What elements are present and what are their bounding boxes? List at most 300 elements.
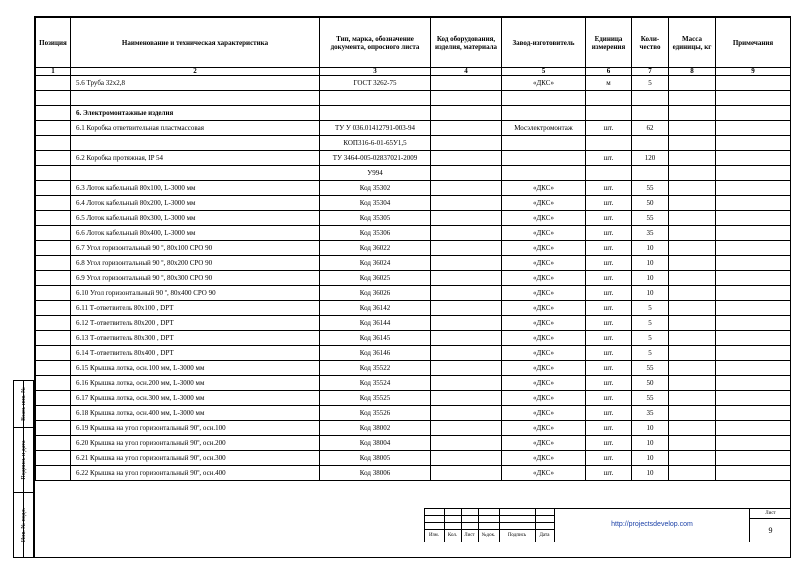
cell-type: Код 36022 [320, 241, 431, 256]
project-url-link[interactable]: http://projectsdevelop.com [554, 508, 749, 542]
cell-pos [36, 136, 71, 151]
cell-type: Код 35526 [320, 406, 431, 421]
cell-name: 6.10 Угол горизонтальный 90 º, 80х400 CPO 90 [71, 286, 320, 301]
cell-qty: 10 [632, 256, 669, 271]
cell-maker: «ДКС» [502, 346, 586, 361]
table-row [36, 361, 791, 376]
cell-maker: «ДКС» [502, 301, 586, 316]
cell-mass [669, 91, 716, 106]
cell-type: ТУ 3464-005-02837021-2009 [320, 151, 431, 166]
cell-qty: 120 [632, 151, 669, 166]
column-number: 4 [431, 68, 502, 76]
cell-mass [669, 331, 716, 346]
cell-name: 6.14 Т-ответвитель 80х400 , DPT [71, 346, 320, 361]
cell-note [716, 286, 791, 301]
cell-mass [669, 166, 716, 181]
cell-qty: 5 [632, 76, 669, 91]
cell-note [716, 211, 791, 226]
label-izm: Изм. [429, 533, 439, 538]
cell-mass [669, 211, 716, 226]
cell-maker: «ДКС» [502, 241, 586, 256]
table-row [36, 166, 791, 181]
cell-unit: шт. [586, 376, 632, 391]
cell-note [716, 241, 791, 256]
table-row [36, 196, 791, 211]
table-row [36, 76, 791, 91]
cell-code [431, 286, 502, 301]
cell-code [431, 271, 502, 286]
cell-pos [36, 106, 71, 121]
cell-code [431, 451, 502, 466]
table-row [36, 121, 791, 136]
cell-maker [502, 151, 586, 166]
cell-maker: «ДКС» [502, 181, 586, 196]
cell-type: Код 36142 [320, 301, 431, 316]
table-row [36, 391, 791, 406]
cell-code [431, 421, 502, 436]
cell-pos [36, 121, 71, 136]
cell-mass [669, 301, 716, 316]
cell-type: Код 36146 [320, 346, 431, 361]
cell-maker: «ДКС» [502, 256, 586, 271]
cell-note [716, 226, 791, 241]
cell-code [431, 226, 502, 241]
cell-type: ГОСТ 3262-75 [320, 76, 431, 91]
cell-maker: «ДКС» [502, 211, 586, 226]
cell-qty [632, 106, 669, 121]
cell-unit: шт. [586, 346, 632, 361]
column-header: Наименование и техническая характеристика [71, 18, 320, 68]
cell-code [431, 376, 502, 391]
cell-mass [669, 196, 716, 211]
cell-name: 6.12 Т-ответвитель 80х200 , DPT [71, 316, 320, 331]
cell-qty: 55 [632, 211, 669, 226]
cell-note [716, 406, 791, 421]
revision-labels [424, 529, 554, 542]
sheet-number: 9 [768, 526, 773, 535]
cell-note [716, 256, 791, 271]
column-number: 3 [320, 68, 431, 76]
label-list: Лист [464, 533, 475, 538]
cell-unit: шт. [586, 256, 632, 271]
cell-maker: «ДКС» [502, 286, 586, 301]
cell-note [716, 136, 791, 151]
cell-mass [669, 421, 716, 436]
cell-name: 6.6 Лоток кабельный 80х400, L-3000 мм [71, 226, 320, 241]
cell-qty: 10 [632, 421, 669, 436]
cell-type: Код 35522 [320, 361, 431, 376]
table-row [36, 346, 791, 361]
cell-qty: 35 [632, 406, 669, 421]
cell-mass [669, 346, 716, 361]
table-row [36, 421, 791, 436]
table-row [36, 316, 791, 331]
table-row [36, 226, 791, 241]
cell-qty: 10 [632, 466, 669, 481]
cell-maker [502, 166, 586, 181]
cell-mass [669, 271, 716, 286]
column-number: 2 [71, 68, 320, 76]
cell-code [431, 256, 502, 271]
cell-unit: шт. [586, 241, 632, 256]
cell-pos [36, 346, 71, 361]
cell-unit: шт. [586, 466, 632, 481]
cell-mass [669, 361, 716, 376]
cell-type: Код 38006 [320, 466, 431, 481]
cell-qty: 5 [632, 301, 669, 316]
cell-pos [36, 166, 71, 181]
cell-type: Код 35305 [320, 211, 431, 226]
cell-type [320, 106, 431, 121]
cell-qty [632, 166, 669, 181]
column-number: 7 [632, 68, 669, 76]
cell-unit: шт. [586, 151, 632, 166]
cell-maker: «ДКС» [502, 331, 586, 346]
table-row [36, 136, 791, 151]
cell-maker: «ДКС» [502, 226, 586, 241]
sign-date-label: Подпись и дата [20, 440, 27, 480]
cell-pos [36, 256, 71, 271]
cell-qty [632, 136, 669, 151]
cell-pos [36, 361, 71, 376]
cell-unit [586, 166, 632, 181]
cell-type: Код 35525 [320, 391, 431, 406]
cell-unit: шт. [586, 301, 632, 316]
cell-qty: 10 [632, 436, 669, 451]
cell-maker: «ДКС» [502, 391, 586, 406]
sheet-number-box [749, 508, 791, 542]
cell-maker: «ДКС» [502, 361, 586, 376]
table-row [36, 106, 791, 121]
cell-note [716, 91, 791, 106]
cell-type: Код 38004 [320, 436, 431, 451]
cell-mass [669, 106, 716, 121]
cell-pos [36, 211, 71, 226]
cell-unit: шт. [586, 226, 632, 241]
cell-qty: 10 [632, 241, 669, 256]
cell-pos [36, 226, 71, 241]
cell-code [431, 76, 502, 91]
cell-type: Код 35304 [320, 196, 431, 211]
cell-mass [669, 121, 716, 136]
column-number: 5 [502, 68, 586, 76]
cell-qty: 55 [632, 361, 669, 376]
cell-pos [36, 376, 71, 391]
cell-type: Код 36145 [320, 331, 431, 346]
cell-code [431, 301, 502, 316]
cell-mass [669, 241, 716, 256]
cell-note [716, 181, 791, 196]
cell-unit [586, 91, 632, 106]
cell-note [716, 196, 791, 211]
label-doc: №док. [481, 533, 496, 538]
label-kol: Кол. [447, 533, 458, 538]
cell-note [716, 106, 791, 121]
inv-orig-label: Инв. № подл. [20, 507, 27, 543]
cell-maker [502, 106, 586, 121]
cell-name: 6.11 Т-ответвитель 80х100 , DPT [71, 301, 320, 316]
cell-unit: шт. [586, 196, 632, 211]
cell-name [71, 166, 320, 181]
cell-note [716, 166, 791, 181]
cell-unit: шт. [586, 211, 632, 226]
cell-code [431, 466, 502, 481]
cell-pos [36, 196, 71, 211]
cell-unit: шт. [586, 436, 632, 451]
cell-name: 6.17 Крышка лотка, осн.300 мм, L-3000 мм [71, 391, 320, 406]
cell-mass [669, 376, 716, 391]
cell-unit: шт. [586, 391, 632, 406]
cell-mass [669, 436, 716, 451]
cell-type: Код 38002 [320, 421, 431, 436]
cell-name: 6.2 Коробка протяжная, IP 54 [71, 151, 320, 166]
cell-code [431, 346, 502, 361]
inv-replace-label: Взам. инв. № [20, 387, 27, 421]
header-row [36, 18, 791, 68]
cell-unit: шт. [586, 316, 632, 331]
cell-pos [36, 151, 71, 166]
cell-note [716, 451, 791, 466]
cell-name [71, 91, 320, 106]
cell-pos [36, 301, 71, 316]
cell-maker: «ДКС» [502, 196, 586, 211]
specification-table [35, 17, 791, 481]
cell-code [431, 91, 502, 106]
cell-maker: «ДКС» [502, 436, 586, 451]
cell-name: 6.21 Крышка на угол горизонтальный 90º, осн.300 [71, 451, 320, 466]
cell-mass [669, 466, 716, 481]
cell-mass [669, 316, 716, 331]
cell-unit [586, 106, 632, 121]
cell-unit: шт. [586, 271, 632, 286]
cell-pos [36, 271, 71, 286]
cell-maker: «ДКС» [502, 406, 586, 421]
cell-note [716, 391, 791, 406]
table-row [36, 211, 791, 226]
cell-pos [36, 436, 71, 451]
cell-maker: «ДКС» [502, 271, 586, 286]
cell-name [71, 136, 320, 151]
cell-code [431, 196, 502, 211]
cell-pos [36, 331, 71, 346]
table-row [36, 436, 791, 451]
cell-qty: 5 [632, 316, 669, 331]
cell-name: 6.19 Крышка на угол горизонтальный 90º, осн.100 [71, 421, 320, 436]
cell-code [431, 241, 502, 256]
cell-unit [586, 136, 632, 151]
cell-maker: Мосэлектромонтаж [502, 121, 586, 136]
cell-pos [36, 181, 71, 196]
cell-qty: 50 [632, 196, 669, 211]
table-row [36, 376, 791, 391]
table-row [36, 271, 791, 286]
column-header: Код оборудования, изделия, материала [431, 18, 502, 68]
cell-unit: шт. [586, 121, 632, 136]
cell-unit: шт. [586, 286, 632, 301]
cell-mass [669, 181, 716, 196]
cell-type: Код 38005 [320, 451, 431, 466]
cell-mass [669, 226, 716, 241]
column-header: Завод-изготовитель [502, 18, 586, 68]
sheet-label: Лист [750, 509, 791, 519]
cell-qty: 5 [632, 331, 669, 346]
cell-note [716, 151, 791, 166]
table-row [36, 256, 791, 271]
table-row [36, 466, 791, 481]
cell-unit: шт. [586, 406, 632, 421]
column-number: 9 [716, 68, 791, 76]
cell-mass [669, 406, 716, 421]
cell-maker [502, 136, 586, 151]
cell-unit: шт. [586, 451, 632, 466]
cell-code [431, 181, 502, 196]
column-header: Тип, марка, обозначение документа, опросного листа [320, 18, 431, 68]
cell-pos [36, 451, 71, 466]
cell-qty: 35 [632, 226, 669, 241]
cell-name: 6. Электромонтажные изделия [71, 106, 320, 121]
cell-note [716, 466, 791, 481]
side-stamp-divider [23, 380, 24, 558]
column-number: 8 [669, 68, 716, 76]
cell-pos [36, 406, 71, 421]
table-row [36, 406, 791, 421]
table-row [36, 181, 791, 196]
cell-pos [36, 91, 71, 106]
cell-note [716, 421, 791, 436]
cell-pos [36, 391, 71, 406]
cell-note [716, 316, 791, 331]
cell-name: 6.7 Угол горизонтальный 90 º, 80х100 CPO 90 [71, 241, 320, 256]
cell-mass [669, 286, 716, 301]
column-number: 6 [586, 68, 632, 76]
cell-name: 5.6 Труба 32х2,8 [71, 76, 320, 91]
cell-qty: 10 [632, 286, 669, 301]
cell-name: 6.16 Крышка лотка, осн.200 мм, L-3000 мм [71, 376, 320, 391]
column-numbers-row [36, 68, 791, 76]
cell-type: КОП316-6-01-65У1,5 [320, 136, 431, 151]
cell-name: 6.5 Лоток кабельный 80х300, L-3000 мм [71, 211, 320, 226]
table-body [36, 76, 791, 481]
cell-name: 6.18 Крышка лотка, осн.400 мм, L-3000 мм [71, 406, 320, 421]
column-header: Масса единицы, кг [669, 18, 716, 68]
cell-pos [36, 316, 71, 331]
cell-code [431, 211, 502, 226]
cell-type: Код 36025 [320, 271, 431, 286]
title-block [424, 508, 791, 558]
cell-code [431, 436, 502, 451]
cell-type: Код 36026 [320, 286, 431, 301]
cell-qty: 55 [632, 181, 669, 196]
cell-type: ТУ У 036.01412791-003-94 [320, 121, 431, 136]
spec-sheet [34, 16, 791, 558]
cell-type: Код 36024 [320, 256, 431, 271]
cell-qty: 62 [632, 121, 669, 136]
table-row [36, 331, 791, 346]
cell-code [431, 406, 502, 421]
cell-qty: 55 [632, 391, 669, 406]
cell-code [431, 151, 502, 166]
cell-maker [502, 91, 586, 106]
cell-note [716, 76, 791, 91]
column-header: Позиция [36, 18, 71, 68]
cell-pos [36, 76, 71, 91]
cell-pos [36, 466, 71, 481]
cell-note [716, 361, 791, 376]
cell-qty: 5 [632, 346, 669, 361]
table-row [36, 151, 791, 166]
cell-name: 6.4 Лоток кабельный 80х200, L-3000 мм [71, 196, 320, 211]
cell-pos [36, 241, 71, 256]
cell-type: У994 [320, 166, 431, 181]
cell-code [431, 316, 502, 331]
cell-code [431, 166, 502, 181]
cell-mass [669, 256, 716, 271]
cell-unit: шт. [586, 181, 632, 196]
cell-code [431, 136, 502, 151]
cell-name: 6.8 Угол горизонтальный 90 º, 80х200 CPO 90 [71, 256, 320, 271]
cell-name: 6.13 Т-ответвитель 80х300 , DPT [71, 331, 320, 346]
cell-type [320, 91, 431, 106]
cell-mass [669, 136, 716, 151]
cell-maker: «ДКС» [502, 421, 586, 436]
cell-unit: шт. [586, 331, 632, 346]
cell-unit: шт. [586, 421, 632, 436]
cell-qty: 50 [632, 376, 669, 391]
cell-note [716, 301, 791, 316]
cell-name: 6.22 Крышка на угол горизонтальный 90º, осн.400 [71, 466, 320, 481]
column-header: Примечания [716, 18, 791, 68]
table-row [36, 91, 791, 106]
table-row [36, 286, 791, 301]
table-row [36, 241, 791, 256]
cell-name: 6.15 Крышка лотка, осн.100 мм, L-3000 мм [71, 361, 320, 376]
cell-pos [36, 286, 71, 301]
cell-unit: шт. [586, 361, 632, 376]
column-header: Коли-чество [632, 18, 669, 68]
cell-note [716, 121, 791, 136]
column-number: 1 [36, 68, 71, 76]
cell-type: Код 35302 [320, 181, 431, 196]
cell-qty: 10 [632, 451, 669, 466]
cell-name: 6.20 Крышка на угол горизонтальный 90º, осн.200 [71, 436, 320, 451]
cell-note [716, 346, 791, 361]
cell-note [716, 271, 791, 286]
cell-note [716, 376, 791, 391]
cell-mass [669, 76, 716, 91]
cell-code [431, 331, 502, 346]
cell-type: Код 36144 [320, 316, 431, 331]
cell-note [716, 436, 791, 451]
cell-type: Код 35306 [320, 226, 431, 241]
label-date: Дата [539, 533, 550, 538]
side-stamp [13, 380, 34, 558]
cell-code [431, 121, 502, 136]
cell-maker: «ДКС» [502, 76, 586, 91]
label-sign: Подпись [507, 533, 527, 538]
cell-mass [669, 151, 716, 166]
table-row [36, 451, 791, 466]
cell-qty: 10 [632, 271, 669, 286]
cell-name: 6.3 Лоток кабельный 80х100, L-3000 мм [71, 181, 320, 196]
cell-maker: «ДКС» [502, 376, 586, 391]
cell-note [716, 331, 791, 346]
cell-maker: «ДКС» [502, 451, 586, 466]
cell-name: 6.9 Угол горизонтальный 90 º, 80х300 CPO 90 [71, 271, 320, 286]
cell-code [431, 106, 502, 121]
cell-code [431, 391, 502, 406]
cell-pos [36, 421, 71, 436]
cell-type: Код 35524 [320, 376, 431, 391]
